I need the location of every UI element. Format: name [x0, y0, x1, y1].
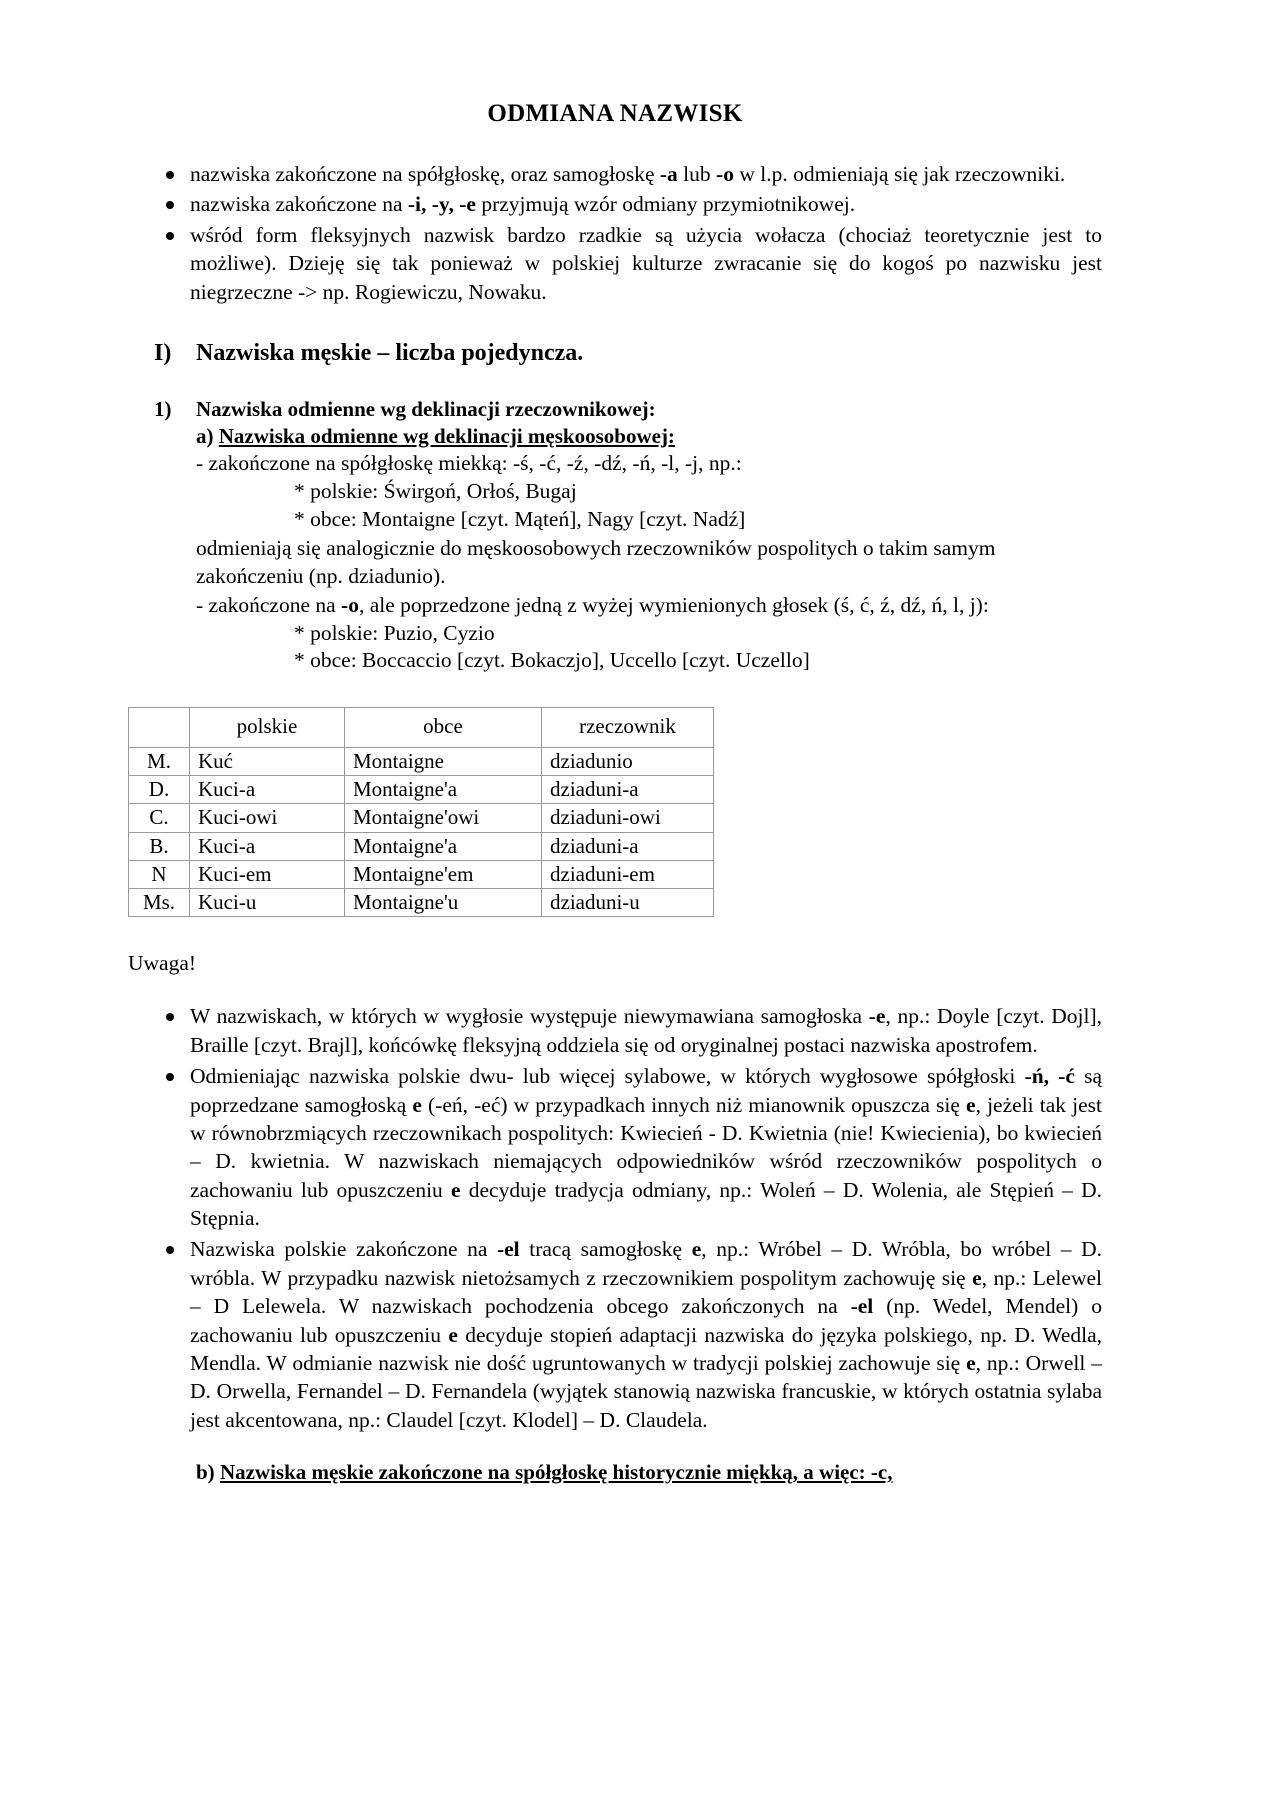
body-text: wśród form fleksyjnych nazwisk bardzo rzadkie są użycia wołacza (chociaż teoretycznie jest to możliwe). Dzieję się tak ponieważ w polskiej kulturze zwracanie się do kogoś po nazwisku jest niegrzeczne -> np. Rogiewiczu, Nowaku. [190, 222, 1102, 304]
item-a-text: Nazwiska odmienne wg deklinacji męskoosobowej: [218, 423, 675, 448]
emphasis-text: -el [496, 1237, 520, 1262]
item-a-marker: a) [196, 423, 214, 448]
table-cell-rzeczownik: dziaduni-owi [542, 804, 714, 832]
table-cell-polskie: Kuci-a [190, 775, 345, 803]
table-cell-polskie: Kuci-a [190, 832, 345, 860]
rule-o-ending [196, 592, 1102, 620]
table-row [129, 747, 714, 775]
o-polish-examples: * polskie: Puzio, Cyzio [294, 620, 495, 645]
table-row [129, 832, 714, 860]
intro-bullet-item [128, 221, 1102, 306]
body-text: decyduje stopień adaptacji nazwiska do języka polskiego, np. D. Wedla, Mendla. W odmianie nazwisk nie dość ugruntowanych w tradycji polskiej zachowuje się [190, 1322, 1102, 1375]
soft-foreign-examples: * obce: Montaigne [czyt. Mąteń], Nagy [czyt. Nadź] [294, 506, 746, 531]
intro-bullet-item [128, 190, 1102, 218]
body-text: , np.: Wróbel – D. Wróbla, bo wróbel – D. wróbla. W przypadku nazwisk nietożsamych z rzeczownikiem pospolitym zachowuję się [190, 1237, 1103, 1290]
table-row [129, 860, 714, 888]
item-b-marker: b) [196, 1460, 215, 1485]
table-cell-rzeczownik: dziadunio [542, 747, 714, 775]
item-1-heading [154, 397, 1102, 422]
body-text: , np.: Lelewel – D Lelewela. W nazwiskach pochodzenia obcego zakończonych na [190, 1265, 1102, 1319]
emphasis-text: e [448, 1322, 458, 1347]
table-cell-case: N [129, 860, 190, 888]
body-text: Nazwiska polskie zakończone na [190, 1237, 497, 1262]
body-text: przyjmują wzór odmiany przymiotnikowej. [475, 192, 856, 217]
table-cell-obce: Montaigne'owi [345, 804, 542, 832]
uwaga-bullet-item [128, 1002, 1102, 1059]
body-text: (np. Wedel, Mendel) o zachowaniu lub opuszczeniu [190, 1294, 1102, 1347]
body-text: (-eń, -eć) w przypadkach innych niż mianownik opuszcza się [421, 1092, 967, 1117]
table-header-cell: obce [345, 708, 542, 747]
body-text: nazwiska zakończone na [190, 192, 408, 217]
body-text: , np.: Orwell – D. Orwella, Fernandel – D. Fernandela (wyjątek stanowią nazwiska francuskie, w których ostatnia sylaba jest akcentowana, np.: Claudel [czyt. Klodel] – D. Claudela. [190, 1350, 1102, 1432]
body-text: Odmieniając nazwiska polskie dwu- lub więcej sylabowe, w których wygłosowe spółgłoski [190, 1064, 1025, 1089]
emphasis-text: -o [341, 592, 359, 617]
body-text: , jeżeli tak jest w równobrzmiących rzeczownikach pospolitych: Kwiecień - D. Kwietnia (nie! Kwiecienia), bo kwiecień – D. kwietnia. W nazwiskach niemających odpowiedników wśród rzeczowników pospolitych o zachowaniu lub opuszczeniu [190, 1092, 1102, 1202]
table-header-cell: polskie [190, 708, 345, 747]
table-cell-rzeczownik: dziaduni-em [542, 860, 714, 888]
body-text: są poprzedzane samogłoską [190, 1064, 1102, 1117]
table-cell-obce: Montaigne'u [345, 889, 542, 917]
emphasis-text: e [966, 1350, 976, 1375]
uwaga-bullet-list [128, 1002, 1102, 1434]
table-cell-obce: Montaigne'a [345, 775, 542, 803]
body-text: W nazwiskach, w których w wygłosie występuje niewymawiana samogłoska [190, 1004, 869, 1029]
item-1-text: Nazwiska odmienne wg deklinacji rzeczownikowej: [196, 396, 656, 421]
table-cell-case: C. [129, 804, 190, 832]
emphasis-text: e [691, 1237, 702, 1262]
body-text: w l.p. odmieniają się jak rzeczowniki. [733, 162, 1066, 186]
table-cell-case: B. [129, 832, 190, 860]
subsection-a [196, 424, 1102, 534]
intro-bullet-list [128, 160, 1102, 306]
table-cell-polskie: Kuci-em [190, 860, 345, 888]
soft-note-paragraph: odmieniają się analogicznie do męskoosobowych rzeczowników pospolitych o takim samym zakończeniu (np. dziadunio). [196, 535, 996, 588]
table-cell-polskie: Kuci-owi [190, 804, 345, 832]
emphasis-text: -i, -y, -e [407, 192, 476, 217]
item-1-marker: 1) [154, 396, 172, 421]
section-marker: I) [154, 339, 172, 366]
soft-polish-examples: * polskie: Świrgoń, Orłoś, Bugaj [294, 478, 577, 503]
emphasis-text: e [972, 1265, 982, 1290]
emphasis-text: e [412, 1092, 422, 1117]
body-text: , ale poprzedzone jedną z wyżej wymienionych głosek (ś, ć, ź, dź, ń, l, j): [358, 592, 989, 617]
declension-table [128, 707, 714, 917]
item-b-heading [196, 1460, 1102, 1485]
emphasis-text: -el [850, 1294, 874, 1319]
table-cell-polskie: Kuć [190, 747, 345, 775]
table-row [129, 804, 714, 832]
uwaga-bullet-item [128, 1235, 1102, 1434]
o-foreign-examples: * obce: Boccaccio [czyt. Bokaczjo], Uccello [czyt. Uczello] [294, 648, 810, 673]
item-a-heading [196, 424, 1102, 449]
body-text: tracą samogłoskę [519, 1237, 692, 1262]
table-header-cell: rzeczownik [542, 708, 714, 747]
table-cell-rzeczownik: dziaduni-u [542, 889, 714, 917]
table-cell-rzeczownik: dziaduni-a [542, 775, 714, 803]
table-cell-obce: Montaigne'a [345, 832, 542, 860]
body-text: - zakończone na [196, 592, 342, 617]
table-cell-case: Ms. [129, 889, 190, 917]
emphasis-text: -ń, -ć [1024, 1064, 1075, 1089]
section-heading-roman [154, 340, 1102, 367]
intro-bullet-item [128, 160, 1102, 188]
table-header-cell [129, 708, 190, 747]
emphasis-text: -o [716, 162, 734, 186]
body-text: decyduje tradycja odmiany, np.: Woleń – D. Wolenia, ale Stępień – D. Stępnia. [190, 1177, 1103, 1231]
table-header-row [129, 708, 714, 747]
rule-soft-consonant: - zakończone na spółgłoskę miekką: -ś, -ć, -ź, -dź, -ń, -l, -j, np.: [196, 450, 742, 475]
emphasis-text: e [966, 1092, 976, 1117]
table-cell-obce: Montaigne [345, 747, 542, 775]
table-cell-case: D. [129, 775, 190, 803]
body-text: , np.: Doyle [czyt. Dojl], Braille [czyt. Brajl], końcówkę fleksyjną oddziela się od oryginalnej postaci nazwiska apostrofem. [190, 1004, 1102, 1057]
uwaga-label: Uwaga! [128, 951, 197, 976]
emphasis-text: -a [659, 162, 678, 186]
table-row [129, 775, 714, 803]
table-cell-obce: Montaigne'em [345, 860, 542, 888]
item-b-text: Nazwiska męskie zakończone na spółgłoskę historycznie miękką, a więc: -c, [219, 1460, 893, 1485]
table-cell-case: M. [129, 747, 190, 775]
table-cell-polskie: Kuci-u [190, 889, 345, 917]
section-title: Nazwiska męskie – liczba pojedyncza. [196, 339, 584, 366]
body-text: lub [677, 162, 717, 186]
body-text: nazwiska zakończone na spółgłoskę, oraz samogłoskę [190, 162, 660, 186]
table-cell-rzeczownik: dziaduni-a [542, 832, 714, 860]
subsection-o-rule [196, 592, 1102, 676]
table-row [129, 889, 714, 917]
emphasis-text: e [451, 1177, 461, 1202]
uwaga-bullet-item [128, 1062, 1102, 1232]
emphasis-text: -e [868, 1004, 886, 1029]
page-title: ODMIANA NAZWISK [487, 100, 743, 127]
